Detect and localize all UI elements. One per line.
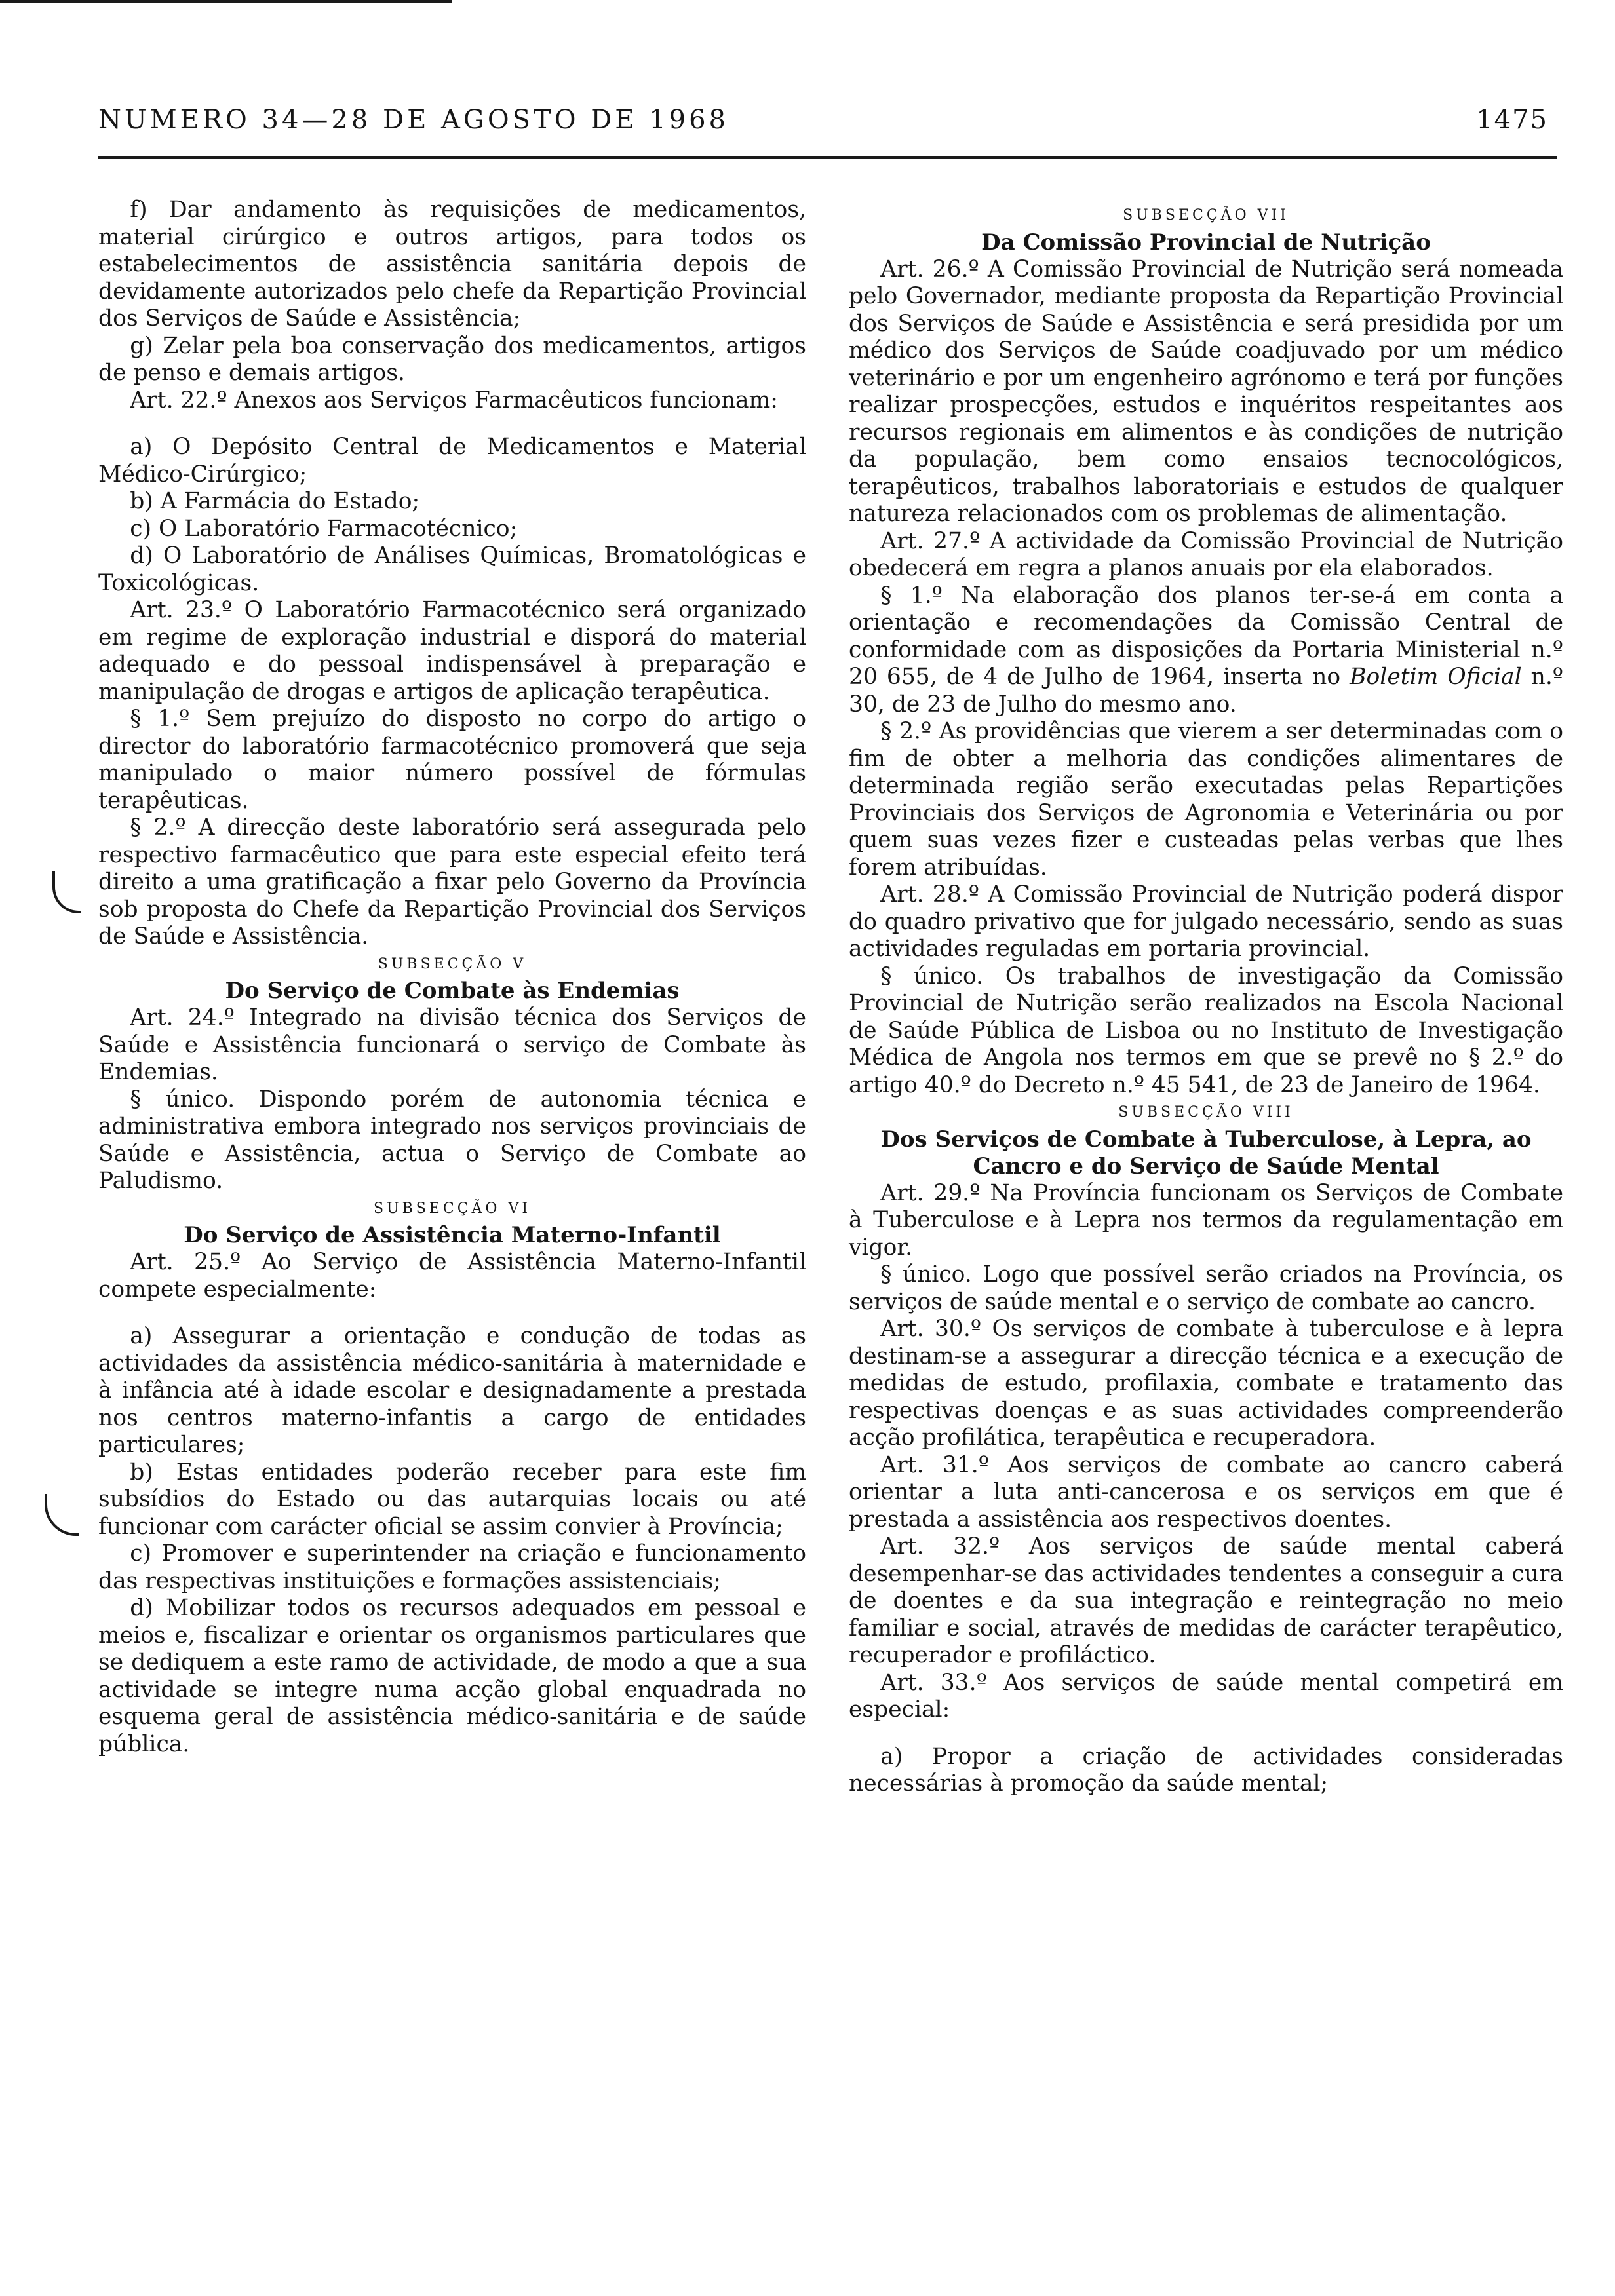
list-item: c) Promover e superintender na criação e funcionamento das respectivas instituições e formações assistenciais; (98, 1540, 806, 1594)
list-item: b) A Farmácia do Estado; (130, 488, 420, 514)
subsection-label: SUBSECÇÃO V (378, 955, 527, 972)
paragraph: Art. 29.º Na Província funcionam os Serviços de Combate à Tuberculose e à Lepra nos termos da regulamentação em vigor. (849, 1179, 1563, 1261)
paragraph: § 2.º As providências que vierem a ser determinadas com o fim de obter a melhoria das condições alimentares de determinada região serão executadas pelas Repartições Provinciais dos Serviços de Agronomia e Veterinária ou por quem suas vezes fizer e custeadas pelas verbas que lhes forem atribuídas. (849, 718, 1563, 881)
list-item: d) Mobilizar todos os recursos adequados em pessoal e meios e, fiscalizar e orientar os organismos particulares que se dediquem a este ramo de actividade, de modo a que a sua actividade se integre numa acção global enquadrada no esquema geral de assistência médico-sanitária e de saúde pública. (98, 1595, 806, 1757)
header-title: NUMERO 34—28 DE AGOSTO DE 1968 (98, 105, 729, 135)
subsection-label: SUBSECÇÃO VIII (1118, 1104, 1294, 1120)
paragraph: g) Zelar pela boa conservação dos medicamentos, artigos de penso e demais artigos. (98, 332, 806, 386)
paragraph: Art. 25.º Ao Serviço de Assistência Materno-Infantil compete especialmente: (98, 1249, 806, 1303)
list-item: d) O Laboratório de Análises Químicas, Bromatológicas e Toxicológicas. (98, 543, 806, 596)
subsection-label: SUBSECÇÃO VII (1123, 207, 1289, 223)
publication-title: Boletim Oficial (1350, 664, 1522, 690)
paragraph: Art. 22.º Anexos aos Serviços Farmacêuticos funcionam: (130, 387, 778, 413)
list-item: a) Propor a criação de actividades consideradas necessárias à promoção da saúde mental; (849, 1743, 1563, 1797)
paragraph: § 2.º A direcção deste laboratório será assegurada pelo respectivo farmacêutico que para este especial efeito terá direito a uma gratificação a fixar pelo Governo da Província sob proposta do Chefe da Repartição Provincial dos Serviços de Saúde e Assistência. (98, 814, 806, 949)
paragraph: § 1.º Sem prejuízo do disposto no corpo do artigo o director do laboratório farmacotécnico promoverá que seja manipulado o maior número possível de fórmulas terapêuticas. (98, 706, 806, 814)
paragraph: § único. Dispondo porém de autonomia técnica e administrativa embora integrado nos serviços provinciais de Saúde e Assistência, actua o Serviço de Combate ao Paludismo. (98, 1086, 806, 1194)
paragraph: Art. 33.º Aos serviços de saúde mental competirá em especial: (849, 1669, 1563, 1723)
paragraph: Art. 31.º Aos serviços de combate ao cancro caberá orientar a luta anti-cancerosa e os serviços em que é prestada a assistência aos respectivos doentes. (849, 1451, 1563, 1533)
paragraph: Art. 26.º A Comissão Provincial de Nutrição será nomeada pelo Governador, mediante proposta da Repartição Provincial dos Serviços de Saúde e Assistência e será presidida por um médico dos Serviços de Saúde coadjuvado por um médico veterinário e por um engenheiro agrónomo e terá por funções realizar prospecções, estudos e inquéritos respeitantes aos recursos regionais em alimentos e às condições de nutrição da população, bem como ensaios tecnocológicos, terapêuticos, trabalhos laboratoriais e estudos de qualquer natureza relacionados com os problemas de alimentação. (849, 256, 1563, 527)
section-heading: Da Comissão Provincial de Nutrição (981, 229, 1431, 256)
header-rule (98, 156, 1557, 159)
paragraph-text: n.º 30, de 23 de Julho do mesmo ano. (849, 664, 1564, 718)
paragraph: Art. 24.º Integrado na divisão técnica dos Serviços de Saúde e Assistência funcionará o serviço de Combate às Endemias. (98, 1004, 806, 1085)
list-item: a) Assegurar a orientação e condução de todas as actividades da assistência médico-sanitária à maternidade e à infância até à idade escolar e designadamente a prestada nos centros materno-infantis a cargo de entidades particulares; (98, 1323, 806, 1458)
section-heading: Do Serviço de Combate às Endemias (225, 978, 680, 1004)
paragraph: Art. 32.º Aos serviços de saúde mental caberá desempenhar-se das actividades tendentes a conseguir a cura de doentes e da sua integração e reintegração no meio familiar e social, através de medidas de carácter terapêutico, recuperador e profiláctico. (849, 1533, 1563, 1668)
list-item: c) O Laboratório Farmacotécnico; (130, 515, 518, 542)
paragraph: Art. 28.º A Comissão Provincial de Nutrição poderá dispor do quadro privativo que for julgado necessário, sendo as suas actividades reguladas em portaria provincial. (849, 881, 1563, 962)
left-column (98, 197, 806, 1758)
section-heading: Do Serviço de Assistência Materno-Infantil (184, 1222, 721, 1248)
margin-mark (45, 1494, 79, 1536)
paragraph: f) Dar andamento às requisições de medicamentos, material cirúrgico e outros artigos, para todos os estabelecimentos de assistência sanitária depois de devidamente autorizados pelo chefe da Repartição Provincial dos Serviços de Saúde e Assistência; (98, 197, 806, 332)
paragraph: Art. 27.º A actividade da Comissão Provincial de Nutrição obedecerá em regra a planos anuais por ela elaborados. (849, 527, 1563, 581)
margin-mark (52, 871, 81, 913)
section-heading: Dos Serviços de Combate à Tuberculose, à Lepra, ao Cancro e do Serviço de Saúde Mental (880, 1126, 1532, 1179)
right-column (849, 197, 1563, 1798)
paragraph: Art. 23.º O Laboratório Farmacotécnico será organizado em regime de exploração industrial e disporá do material adequado e do pessoal indispensável à preparação e manipulação de drogas e artigos de aplicação terapêutica. (98, 597, 806, 705)
paragraph (849, 583, 1563, 719)
list-item: b) Estas entidades poderão receber para este fim subsídios do Estado ou das autarquias locais ou até funcionar com carácter oficial se assim convier à Província; (98, 1459, 806, 1540)
paragraph-text: § 1.º Na elaboração dos planos ter-se-á em conta a orientação e recomendações da Comissão Central de conformidade com as disposições da Portaria Ministerial n.º 20 655, de 4 de Julho de 1964, inserta no (849, 582, 1563, 690)
page-header (98, 97, 1548, 143)
subsection-label: SUBSECÇÃO VI (373, 1200, 532, 1217)
list-item: a) O Depósito Central de Medicamentos e Material Médico-Cirúrgico; (98, 434, 806, 488)
top-edge-rule (0, 0, 452, 3)
paragraph: § único. Logo que possível serão criados na Província, os serviços de saúde mental e o serviço de combate ao cancro. (849, 1261, 1563, 1315)
paragraph: Art. 30.º Os serviços de combate à tuberculose e à lepra destinam-se a assegurar a direcção técnica e a execução de medidas de estudo, profilaxia, combate e tratamento das respectivas doenças e as suas actividades compreenderão acção profilática, terapêutica e recuperadora. (849, 1316, 1563, 1451)
paragraph: § único. Os trabalhos de investigação da Comissão Provincial de Nutrição serão realizados na Escola Nacional de Saúde Pública de Lisboa ou no Instituto de Investigação Médica de Angola nos termos em que se prevê no § 2.º do artigo 40.º do Decreto n.º 45 541, de 23 de Janeiro de 1964. (849, 963, 1563, 1098)
page-number: 1475 (1476, 105, 1548, 135)
